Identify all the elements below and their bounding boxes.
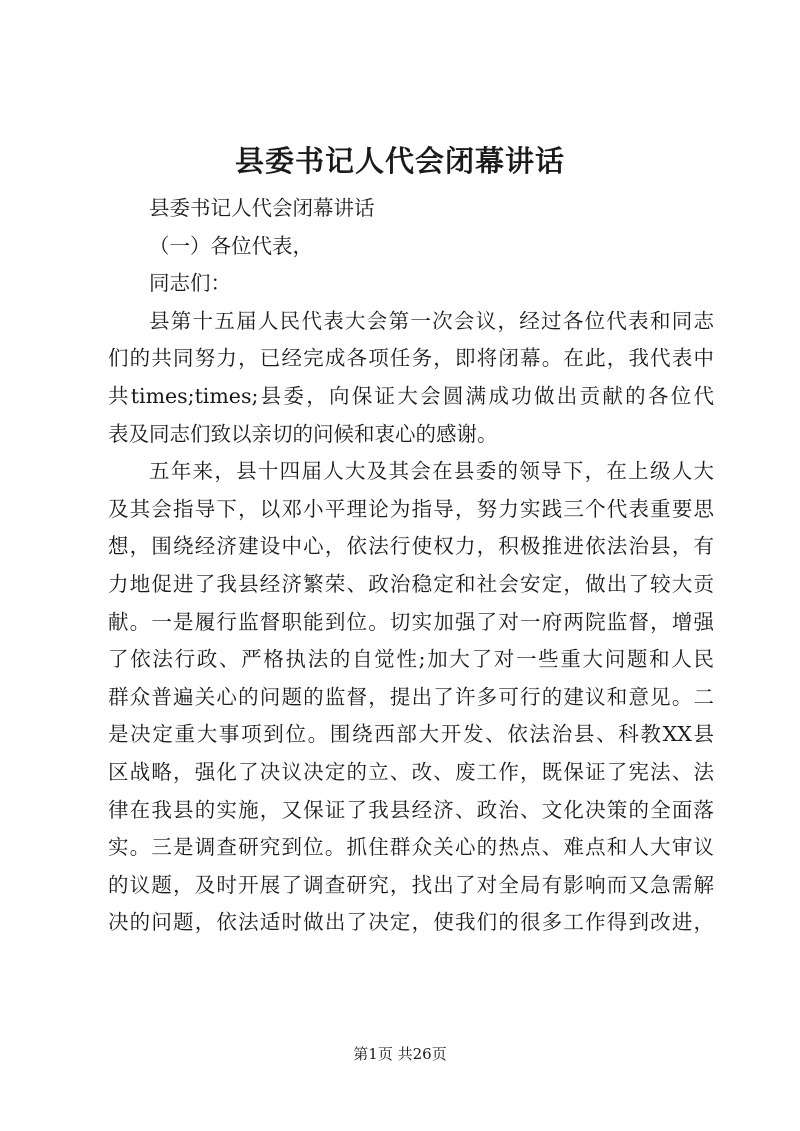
paragraph-line: 们的共同努力，已经完成各项任务，即将闭幕。在此，我代表中 [108,346,714,371]
paragraph-line: 力地促进了我县经济繁荣、政治稳定和社会安定，做出了较大贡 [108,571,714,596]
salutation-representatives: （一）各位代表， [149,233,313,258]
paragraph-line: 决的问题，依法适时做出了决定，使我们的很多工作得到改进， [108,910,714,935]
paragraph-2 [108,453,714,942]
paragraph-line: 五年来，县十四届人大及其会在县委的领导下，在上级人大 [149,459,714,484]
paragraph-1 [108,303,714,453]
paragraph-line: 区战略，强化了决议决定的立、改、废工作，既保证了宪法、法 [108,759,714,784]
paragraph-line: 了依法行政、严格执法的自觉性;加大了对一些重大问题和人民 [108,647,714,672]
salutation-comrades: 同志们： [149,271,231,296]
paragraph-line: 的议题，及时开展了调查研究，找出了对全局有影响而又急需解 [108,872,714,897]
page-number-footer: 第1页 共26页 [353,1045,447,1063]
paragraph-line: 实。三是调查研究到位。抓住群众关心的热点、难点和人大审议 [108,835,714,860]
paragraph-line: 共times;times;县委，向保证大会圆满成功做出贡献的各位代 [108,383,714,408]
paragraph-line: 群众普遍关心的问题的监督，提出了许多可行的建议和意见。二 [108,684,714,709]
paragraph-line: 及其会指导下，以邓小平理论为指导，努力实践三个代表重要思 [108,496,714,521]
paragraph-line: 是决定重大事项到位。围绕西部大开发、依法治县、科教XX县 [108,722,714,747]
paragraph-line: 想，围绕经济建设中心，依法行使权力，积极推进依法治县，有 [108,534,714,559]
paragraph-line: 献。一是履行监督职能到位。切实加强了对一府两院监督，增强 [108,609,714,634]
subtitle-line: 县委书记人代会闭幕讲话 [149,196,375,220]
document-title: 县委书记人代会闭幕讲话 [234,144,565,178]
paragraph-line: 律在我县的实施，又保证了我县经济、政治、文化决策的全面落 [108,797,714,822]
document-body [108,190,714,942]
paragraph-line: 县第十五届人民代表大会第一次会议，经过各位代表和同志 [149,308,714,333]
paragraph-line: 表及同志们致以亲切的问候和衷心的感谢。 [108,421,498,446]
